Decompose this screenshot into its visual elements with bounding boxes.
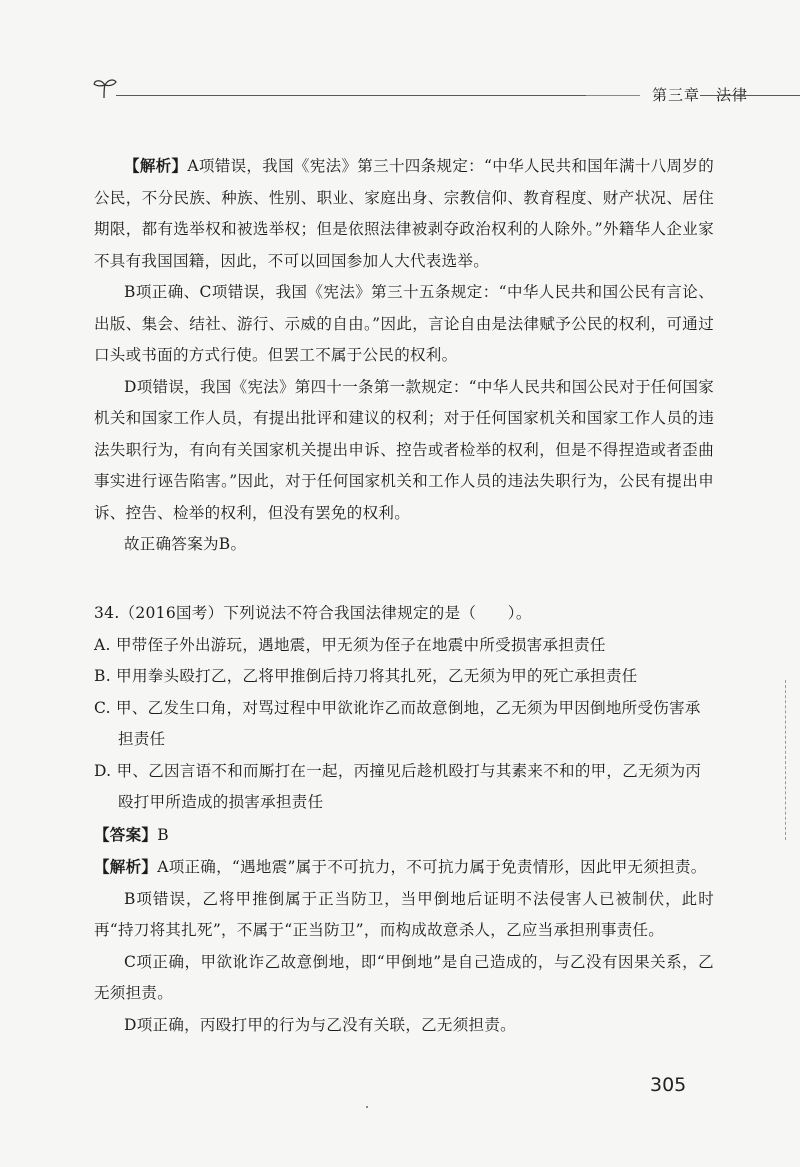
analysis-conclusion: 故正确答案为B。: [124, 535, 247, 553]
analysis-text-a: A项错误，我国《宪法》第三十四条规定：“中华人民共和国年满十八周岁的公民，不分民族、种族、性别、职业、家庭出身、宗教信仰、教育程度、财产状况、居住期限，都有选举权和被选举权；但是依照法律被剥夺政治权利的人除外。”外籍华人企业家不具有我国国籍，因此，不可以回国参加人大代表选举。: [94, 157, 714, 270]
scan-edge-mark: [785, 680, 788, 840]
chapter-title: 第三章 法律: [592, 84, 752, 105]
answer-value: B: [157, 825, 169, 844]
option-d: D. 甲、乙因言语不和而厮打在一起，丙撞见后趁机殴打与其素来不和的甲，乙无须为丙殴打甲所造成的损害承担责任: [94, 761, 702, 811]
answer-analysis-text-a: A项正确，“遇地震”属于不可抗力，不可抗力属于免责情形，因此甲无须担责。: [157, 858, 707, 876]
analysis-section: [94, 150, 714, 561]
question-34: [94, 598, 714, 1041]
analysis-paragraph-d: D项错误，我国《宪法》第四十一条第一款规定：“中华人民共和国公民对于任何国家机关和国家工作人员，有提出批评和建议的权利；对于任何国家机关和国家工作人员的违法失职行为，有向有关国家机关提出申诉、控告或者检举的权利，但是不得捏造或者歪曲事实进行诬告陷害。”因此，对于任何国家机关和工作人员的违法失职行为，公民有提出申诉、控告、检举的权利，但没有罢免的权利。: [94, 377, 714, 522]
option-b: B. 甲用拳头殴打乙，乙将甲推倒后持刀将其扎死，乙无须为甲的死亡承担责任: [94, 667, 638, 685]
answer-analysis-a: [94, 851, 714, 884]
analysis-paragraph-a: [94, 150, 714, 277]
option-c: C. 甲、乙发生口角，对骂过程中甲欲讹诈乙而故意倒地，乙无须为甲因倒地所受伤害承担责任: [94, 698, 701, 748]
header-rule-right: [700, 95, 800, 96]
answer-analysis-d: D项正确，丙殴打甲的行为与乙没有关联，乙无须担责。: [124, 1015, 516, 1034]
analysis-tag: 【解析】: [124, 156, 188, 175]
analysis-paragraph-bc: B项正确、C项错误，我国《宪法》第三十五条规定：“中华人民共和国公民有言论、出版、集会、结社、游行、示威的自由。”因此，言论自由是法律赋予公民的权利，可通过口头或书面的方式行使。但罢工不属于公民的权利。: [94, 283, 714, 364]
answer-tag: 【答案】: [94, 824, 158, 844]
scan-speck: [366, 1106, 368, 1108]
answer-analysis-tag: 【解析】: [94, 857, 158, 876]
answer-analysis-b: B项错误，乙将甲推倒属于正当防卫，当甲倒地后证明不法侵害人已被制伏，此时再“持刀将其扎死”，不属于“正当防卫”，而构成故意杀人，乙应当承担刑事责任。: [94, 889, 714, 939]
header-rule-left: [116, 95, 586, 96]
question-stem: 34.（2016国考）下列说法不符合我国法律规定的是（ ）。: [94, 604, 532, 622]
option-a: A. 甲带侄子外出游玩，遇地震，甲无须为侄子在地震中所受损害承担责任: [94, 635, 606, 654]
answer-analysis-c: C项正确，甲欲讹诈乙故意倒地，即“甲倒地”是自己造成的，与乙没有因果关系，乙无须担责。: [94, 952, 714, 1002]
page-header: [92, 74, 800, 114]
answer-line: [94, 819, 714, 852]
sprout-icon: [92, 76, 118, 100]
page-number: 305: [650, 1074, 687, 1096]
